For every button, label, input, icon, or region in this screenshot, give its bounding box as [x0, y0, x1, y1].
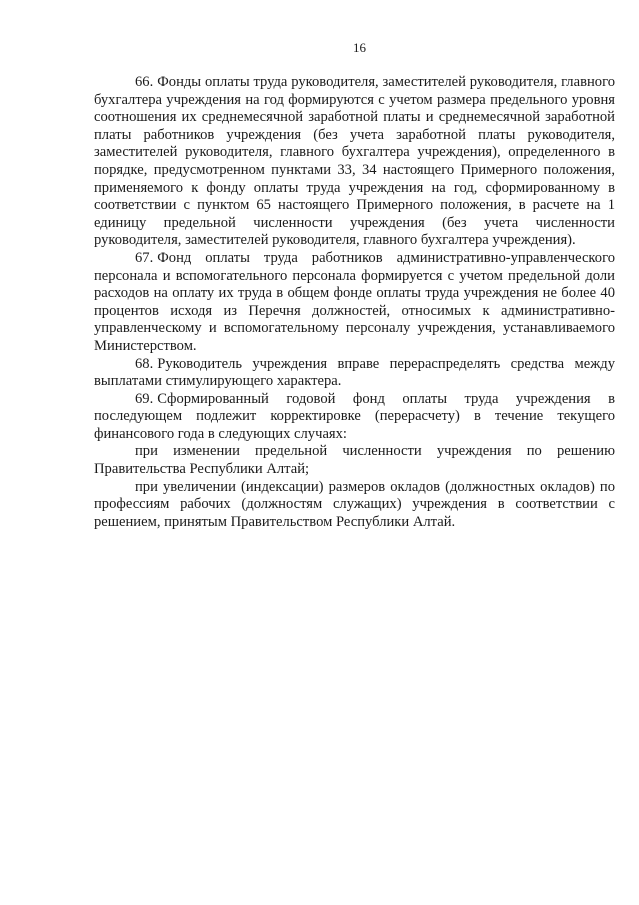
paragraph-text: Сформированный годовой фонд оплаты труда учреждения в последующем подлежит корректировке (перерасчету) в течение текущего финансового года в следующих случаях: [94, 390, 615, 442]
paragraph-number: 69. [135, 390, 154, 407]
paragraph-number: 68. [135, 355, 154, 372]
paragraph-text: Фонд оплаты труда работников административно-управленческого персонала и вспомогательного персонала формируется с учетом предельной доли расходов на оплату их труда в общем фонде оплаты труда учреждения не более 40 процентов исходя из Перечня должностей, относимых к административно-управленческому и вспомогательному персоналу учреждения, устанавливаемого Министерством. [94, 249, 615, 354]
paragraph-69-case-1 [94, 443, 615, 478]
paragraph-66 [94, 74, 615, 250]
paragraph-number: 66. [135, 74, 154, 90]
paragraph-text: Фонды оплаты труда руководителя, заместителей руководителя, главного бухгалтера учреждения на год формируются с учетом размера предельного уровня соотношения их среднемесячной заработной платы и среднемесячной заработной платы работников учреждения (без учета заработной платы руководителя, заместителей руководителя, главного бухгалтера учреждения), определенного в порядке, предусмотренном пунктами 33, 34 настоящего Примерного положения, применяемого к фонду оплаты труда учреждения на год, сформированному в соответствии с пунктом 65 настоящего Примерного положения, в расчете на 1 единицу предельной численности учреждения (без учета численности руководителя, заместителей руководителя, главного бухгалтера учреждения). [94, 74, 615, 249]
paragraph-69-case-2 [94, 479, 615, 532]
paragraph-68 [94, 356, 615, 391]
paragraph-67 [94, 250, 615, 356]
paragraph-number: 67. [135, 249, 154, 266]
paragraph-text: при увеличении (индексации) размеров окладов (должностных окладов) по профессиям рабочих (должностям служащих) учреждения в соответствии с решением, принятым Правительством Республики Алтай. [94, 478, 615, 530]
page-number: 16 [353, 40, 366, 55]
paragraph-text: при изменении предельной численности учреждения по решению Правительства Республики Алтай; [94, 443, 615, 478]
paragraph-text: Руководитель учреждения вправе перераспределять средства между выплатами стимулирующего характера. [94, 355, 615, 390]
paragraph-69 [94, 391, 615, 444]
